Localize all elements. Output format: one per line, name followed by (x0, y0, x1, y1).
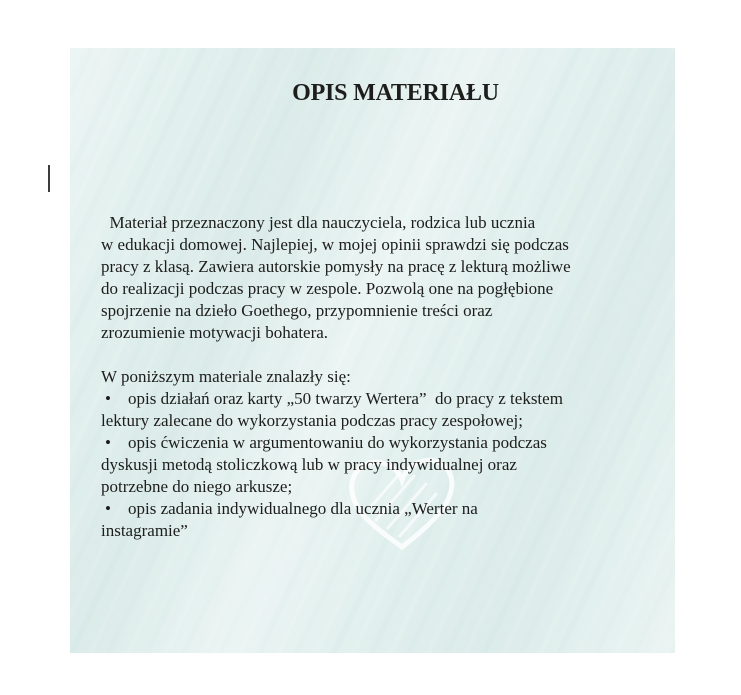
text-line: potrzebne do niego arkusze; (101, 477, 293, 496)
text-line: dyskusji metodą stoliczkową lub w pracy indywidualnej oraz (101, 455, 517, 474)
list-item-first-line (101, 432, 671, 454)
text-line: do realizacji podczas pracy w zespole. Pozwolą one na pogłębione (101, 279, 554, 298)
text-line: instagramie” (101, 521, 188, 540)
text-line: Materiał przeznaczony jest dla nauczyciela, rodzica lub ucznia (101, 213, 536, 232)
text-line: lektury zalecane do wykorzystania podczas pracy zespołowej; (101, 411, 523, 430)
text-line: w edukacji domowej. Najlepiej, w mojej opinii sprawdzi się podczas (101, 235, 569, 254)
list-item-text: opis ćwiczenia w argumentowaniu do wykorzystania podczas (128, 433, 547, 452)
text-cursor-mark (48, 165, 50, 192)
list-intro-line: W poniższym materiale znalazły się: (101, 367, 351, 386)
intro-paragraph (101, 212, 671, 344)
bullet-icon: • (105, 499, 111, 518)
bullet-icon: • (105, 389, 111, 408)
materials-list (101, 366, 671, 542)
bullet-icon: • (105, 433, 111, 452)
list-item-text: opis zadania indywidualnego dla ucznia „Werter na (128, 499, 478, 518)
list-item-first-line (101, 498, 671, 520)
list-item-first-line (101, 388, 671, 410)
slide (70, 48, 675, 653)
background-watermark (70, 48, 675, 653)
text-line: spojrzenie na dzieło Goethego, przypomnienie treści oraz (101, 301, 493, 320)
text-line: zrozumienie motywacji bohatera. (101, 323, 329, 342)
page-title: OPIS MATERIAŁU (292, 80, 499, 106)
list-item-text: opis działań oraz karty „50 twarzy Wertera” do pracy z tekstem (128, 389, 563, 408)
text-line: pracy z klasą. Zawiera autorskie pomysły na pracę z lekturą możliwe (101, 257, 571, 276)
